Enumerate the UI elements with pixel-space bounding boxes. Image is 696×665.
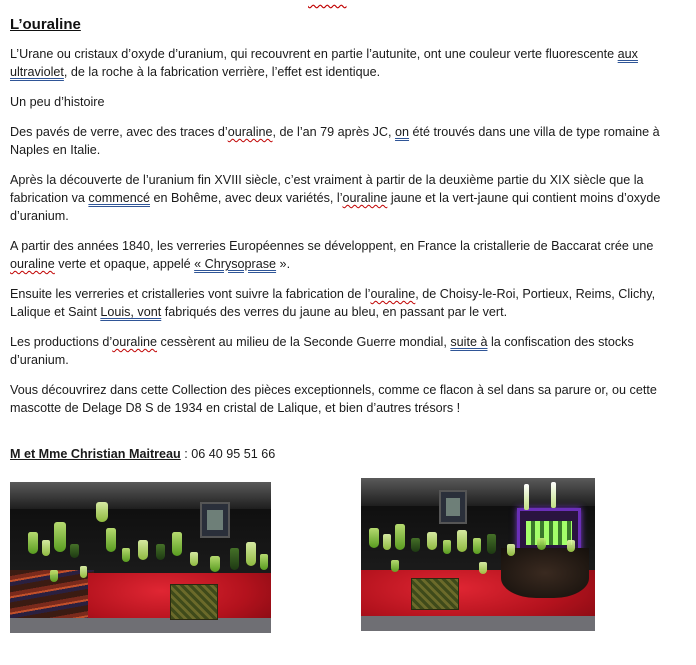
- paragraph-6: Ensuite les verreries et cristalleries vont suivre la fabrication de l’ouraline, de Choisy-le-Roi, Portieux, Reims, Clichy, Lalique et Saint Louis, vont fabriqués des verres du jaune au bleu, en passant par le vert.: [10, 287, 656, 319]
- paragraph-4: Après la découverte de l’uranium fin XVIII siècle, c’est vraiment à partir de la deuxième partie du XIX siècle que la fabrication va commencé en Bohême, avec deux variétés, l’ouraline jaune et la vert-jaune qui contient moins d’oxyde d’uranium.: [10, 173, 661, 223]
- contact-phone: : 06 40 95 51 66: [180, 447, 276, 461]
- photo-display-left: [10, 482, 271, 633]
- paragraph-7: Les productions d’ouraline cessèrent au milieu de la Seconde Guerre mondial, suite à la confiscation des stocks d’uranium.: [10, 335, 634, 367]
- contact-name: M et Mme Christian Maitreau: [10, 447, 181, 461]
- embroidered-panel: [411, 578, 459, 610]
- paragraph-2: Un peu d’histoire: [10, 95, 105, 109]
- embroidered-panel: [170, 584, 218, 620]
- paragraph-1: L’Urane ou cristaux d’oxyde d’uranium, qui recouvrent en partie l’autunite, ont une couleur verte fluorescente aux ultraviolet, de la roche à la fabrication verrière, l’effet est identique.: [10, 47, 638, 79]
- paragraph-8: Vous découvrirez dans cette Collection des pièces exceptionnels, comme ce flacon à sel dans sa parure or, ou cette mascotte de Delage D8 S de 1934 en cristal de Lalique, et bien d’autres trésors !: [10, 383, 657, 415]
- photo-display-right: [361, 478, 595, 631]
- dark-cloth: [501, 548, 589, 598]
- document-body: [10, 16, 686, 461]
- paragraph-3: Des pavés de verre, avec des traces d’ouraline, de l’an 79 après JC, on été trouvés dans une villa de type romaine à Naples en Italie.: [10, 125, 660, 157]
- contact-line: [10, 447, 686, 461]
- framed-picture: [439, 490, 467, 524]
- paragraph-5: A partir des années 1840, les verreries Européennes se développent, en France la cristallerie de Baccarat crée une ouraline verte et opaque, appelé « Chrysoprase ».: [10, 239, 654, 271]
- document-title: L’ouraline: [10, 16, 81, 33]
- spellcheck-mark-top: [308, 0, 358, 4]
- framed-picture: [200, 502, 230, 538]
